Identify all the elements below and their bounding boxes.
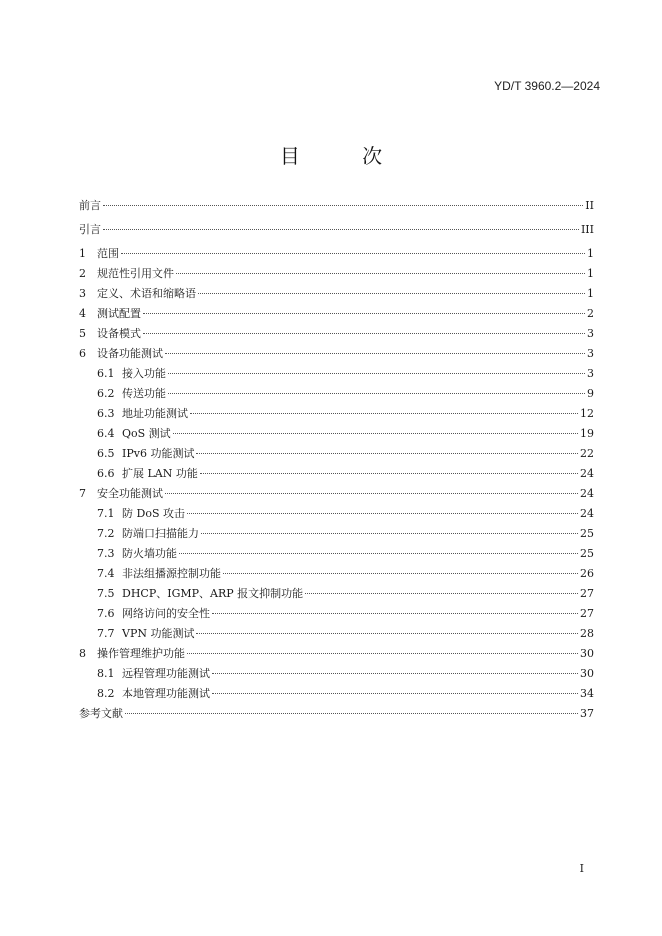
toc-number: 7.1 xyxy=(97,507,115,520)
toc-page: 24 xyxy=(580,507,594,520)
toc-page: 1 xyxy=(587,287,594,300)
page-title: 目 次 xyxy=(279,144,411,168)
toc-entry[interactable] xyxy=(79,624,594,644)
leader-dots xyxy=(168,393,585,394)
toc-number: 7.7 xyxy=(97,627,115,640)
toc-entry[interactable] xyxy=(79,364,594,384)
toc-entry[interactable] xyxy=(79,504,594,524)
leader-dots xyxy=(212,673,578,674)
toc-label: 定义、术语和缩略语 xyxy=(97,287,196,300)
toc-label: 设备功能测试 xyxy=(97,347,163,360)
toc-label: 规范性引用文件 xyxy=(97,267,174,280)
toc-page: 28 xyxy=(580,627,594,640)
standard-code: YD/T 3960.2—2024 xyxy=(494,79,600,93)
leader-dots xyxy=(143,333,585,334)
toc-label: IPv6 功能测试 xyxy=(122,447,195,460)
toc-label: 接入功能 xyxy=(122,367,166,380)
toc-number: 6.5 xyxy=(97,447,115,460)
toc-entry-bibliography[interactable] xyxy=(79,704,594,724)
leader-dots xyxy=(176,273,585,274)
toc-label: 前言 xyxy=(79,199,101,212)
toc-label: 引言 xyxy=(79,223,101,236)
leader-dots xyxy=(173,433,578,434)
toc-number: 1 xyxy=(79,247,86,260)
toc-label: 地址功能测试 xyxy=(122,407,188,420)
leader-dots xyxy=(103,205,583,206)
table-of-contents xyxy=(79,196,594,724)
toc-number: 6.4 xyxy=(97,427,115,440)
leader-dots xyxy=(187,513,578,514)
toc-label: 远程管理功能测试 xyxy=(122,667,210,680)
toc-entry[interactable] xyxy=(79,584,594,604)
toc-page: 27 xyxy=(580,607,594,620)
leader-dots xyxy=(190,413,578,414)
leader-dots xyxy=(212,693,578,694)
toc-page: 24 xyxy=(580,467,594,480)
leader-dots xyxy=(121,253,585,254)
leader-dots xyxy=(103,229,579,230)
toc-number: 8.2 xyxy=(97,687,115,700)
toc-entry[interactable] xyxy=(79,384,594,404)
toc-entry[interactable] xyxy=(79,684,594,704)
leader-dots xyxy=(165,353,585,354)
toc-label: 传送功能 xyxy=(122,387,166,400)
leader-dots xyxy=(165,493,578,494)
toc-number: 7.3 xyxy=(97,547,115,560)
toc-number: 6.3 xyxy=(97,407,115,420)
toc-number: 8 xyxy=(79,647,86,660)
leader-dots xyxy=(125,713,578,714)
toc-number: 2 xyxy=(79,267,86,280)
leader-dots xyxy=(305,593,578,594)
toc-page: 1 xyxy=(587,247,594,260)
toc-entry[interactable] xyxy=(79,404,594,424)
page-number: I xyxy=(579,862,584,875)
toc-entry[interactable] xyxy=(79,664,594,684)
toc-entry[interactable] xyxy=(79,524,594,544)
toc-page: 9 xyxy=(587,387,594,400)
toc-number: 6.6 xyxy=(97,467,115,480)
toc-label: 参考文献 xyxy=(79,707,123,720)
toc-entry[interactable] xyxy=(79,244,594,264)
toc-page: 27 xyxy=(580,587,594,600)
toc-page: 2 xyxy=(587,307,594,320)
toc-page: II xyxy=(585,199,594,212)
toc-label: 防 DoS 攻击 xyxy=(122,507,185,520)
toc-page: 37 xyxy=(580,707,594,720)
toc-label: 安全功能测试 xyxy=(97,487,163,500)
toc-entry[interactable] xyxy=(79,324,594,344)
toc-entry[interactable] xyxy=(79,484,594,504)
toc-page: III xyxy=(580,223,594,236)
leader-dots xyxy=(196,633,578,634)
toc-entry[interactable] xyxy=(79,284,594,304)
toc-number: 7.5 xyxy=(97,587,115,600)
leader-dots xyxy=(187,653,578,654)
toc-label: QoS 测试 xyxy=(122,427,171,440)
toc-entry[interactable] xyxy=(79,604,594,624)
toc-number: 4 xyxy=(79,307,86,320)
toc-page: 34 xyxy=(580,687,594,700)
toc-number: 3 xyxy=(79,287,86,300)
toc-page: 24 xyxy=(580,487,594,500)
toc-number: 7 xyxy=(79,487,86,500)
leader-dots xyxy=(198,293,585,294)
toc-number: 7.2 xyxy=(97,527,115,540)
toc-entry[interactable] xyxy=(79,464,594,484)
toc-number: 7.4 xyxy=(97,567,115,580)
toc-entry[interactable] xyxy=(79,304,594,324)
toc-page: 30 xyxy=(580,667,594,680)
toc-entry[interactable] xyxy=(79,344,594,364)
toc-page: 26 xyxy=(580,567,594,580)
toc-label: 防端口扫描能力 xyxy=(122,527,199,540)
toc-label: 设备模式 xyxy=(97,327,141,340)
toc-label: 防火墙功能 xyxy=(122,547,177,560)
toc-number: 6.2 xyxy=(97,387,115,400)
toc-label: 非法组播源控制功能 xyxy=(122,567,221,580)
toc-label: 本地管理功能测试 xyxy=(122,687,210,700)
toc-number: 6 xyxy=(79,347,86,360)
leader-dots xyxy=(179,553,578,554)
toc-entry-foreword[interactable] xyxy=(79,196,594,216)
toc-label: 测试配置 xyxy=(97,307,141,320)
toc-page: 3 xyxy=(587,347,594,360)
toc-label: 范围 xyxy=(97,247,119,260)
toc-entry[interactable] xyxy=(79,644,594,664)
leader-dots xyxy=(168,373,585,374)
toc-page: 12 xyxy=(580,407,594,420)
toc-page: 1 xyxy=(587,267,594,280)
toc-entry[interactable] xyxy=(79,544,594,564)
toc-label: 扩展 LAN 功能 xyxy=(122,467,198,480)
toc-page: 19 xyxy=(580,427,594,440)
leader-dots xyxy=(200,473,578,474)
toc-entries xyxy=(79,244,594,704)
leader-dots xyxy=(143,313,585,314)
leader-dots xyxy=(196,453,578,454)
toc-entry[interactable] xyxy=(79,424,594,444)
toc-page: 30 xyxy=(580,647,594,660)
toc-page: 3 xyxy=(587,367,594,380)
leader-dots xyxy=(223,573,578,574)
toc-label: DHCP、IGMP、ARP 报文抑制功能 xyxy=(122,587,304,600)
toc-page: 3 xyxy=(587,327,594,340)
toc-number: 5 xyxy=(79,327,86,340)
toc-entry[interactable] xyxy=(79,264,594,284)
toc-entry[interactable] xyxy=(79,564,594,584)
toc-number: 6.1 xyxy=(97,367,115,380)
toc-label: VPN 功能测试 xyxy=(122,627,195,640)
toc-number: 7.6 xyxy=(97,607,115,620)
toc-label: 网络访问的安全性 xyxy=(122,607,210,620)
toc-page: 22 xyxy=(580,447,594,460)
toc-entry-introduction[interactable] xyxy=(79,220,594,240)
toc-label: 操作管理维护功能 xyxy=(97,647,185,660)
toc-page: 25 xyxy=(580,527,594,540)
toc-page: 25 xyxy=(580,547,594,560)
toc-number: 8.1 xyxy=(97,667,115,680)
toc-entry[interactable] xyxy=(79,444,594,464)
leader-dots xyxy=(201,533,578,534)
leader-dots xyxy=(212,613,578,614)
